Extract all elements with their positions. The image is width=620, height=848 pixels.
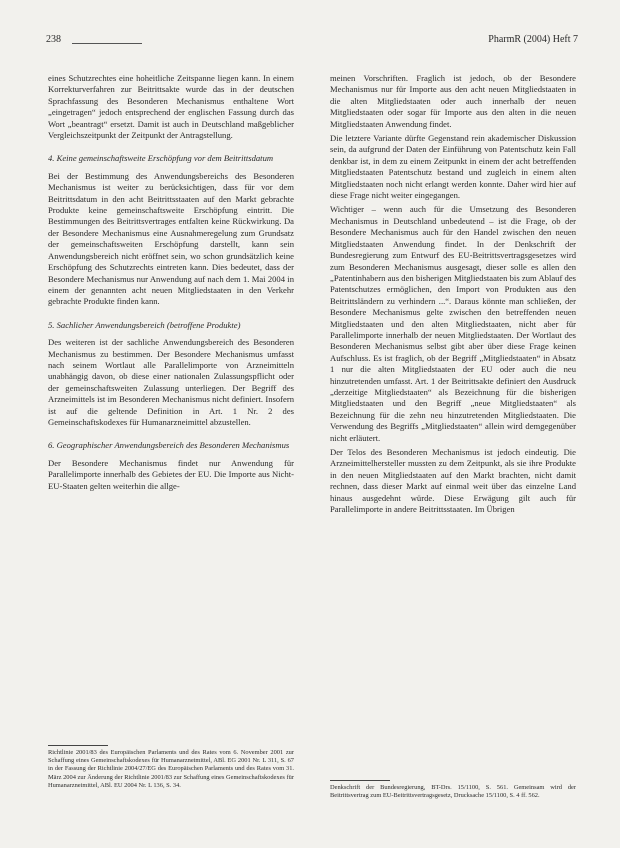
section-heading: 4. Keine gemeinschaftsweite Erschöpfung vor dem Beitrittsdatum <box>48 153 274 164</box>
footnote: Richtlinie 2001/83 des Europäischen Parlaments und des Rates vom 6. November 2001 zur Schaffung eines Gemeinschaftskodexes für Humanarzneimittel, ABl. EG 2001 Nr. L 311, S. 67 in der Fassung der Richtlinie 2004/27/EG des Europäischen Parlaments und des Rates vom 31. März 2004 zur Änderung der Richtlinie 2001/83 zur Schaffung eines Gemeinschaftskodexes für Humanarzneimittel, ABl. EU 2004 Nr. L 136, S. 34. <box>48 749 294 789</box>
footnotes-left <box>48 745 294 790</box>
page-number: 238 <box>46 34 61 45</box>
paragraph: meinen Vorschriften. Fraglich ist jedoch, ob der Besondere Mechanismus nur für Importe aus den acht neuen Mitgliedstaaten in die alten Mitgliedstaaten oder auch innerhalb der neuen Mitgliedstaaten oder sogar für Importe aus den alten in die neuen Mitgliedstaaten Anwendung findet. <box>330 73 576 129</box>
paragraph: Bei der Bestimmung des Anwendungsbereichs des Besonderen Mechanismus ist weiter zu berücksichtigen, dass für vor dem Beitrittsdatum in den acht Beitrittsstaaten auf den Markt gebrachte Produkte keine gemeinschaftsweite Erschöpfung eintritt. Die Bestimmungen des Beitrittsvertrages entfalten keine Rückwirkung. Da der Besondere Mechanismus eine Ausnahmeregelung zum Grundsatz der gemeinschaftsweiten Erschöpfung darstellt, kann sein Anwendungsbereich nicht eröffnet sein, wo schon grundsätzlich keine Erschöpfung des Schutzrechts eintreten kann. Dies bedeutet, dass der Besondere Mechanismus nur Anwendung auf nach dem 1. Mai 2004 in einem der genannten acht neuen Mitgliedstaaten in den Verkehr gebrachte Produkte finden kann. <box>48 170 294 307</box>
paragraph: Die letztere Variante dürfte Gegenstand rein akademischer Diskussion sein, da aufgrund der Daten der Einführung von Patentschutz kein Fall denkbar ist, in dem zu einem Zeitpunkt in einem der acht betreffenden Mitgliedstaaten Patentschutz bestand und zugleich in einem alten Mitgliedstaaten noch nicht erlangt werden konnte. Daher wird hier auf diese Frage nicht weiter eingegangen. <box>330 133 576 201</box>
paragraph: Der Besondere Mechanismus findet nur Anwendung für Parallelimporte innerhalb des Gebietes der EU. Die Importe aus Nicht-EU-Staaten gelten weiterhin die allge- <box>48 457 294 491</box>
page-header <box>46 34 578 48</box>
paragraph: Der Telos des Besonderen Mechanismus ist jedoch eindeutig. Die Arzneimittelhersteller mussten zu dem Zeitpunkt, als sie ihre Produkte in den neuen Mitgliedstaaten auf den Markt brachten, nicht damit rechnen, dass dieser Markt auf einmal weit über das einzelne Land hinaus ausgedehnt würde. Diese Erwägung gilt auch für Parallelimporte in andere Beitrittsstaaten. Im Übrigen <box>330 447 576 515</box>
left-column <box>48 73 294 495</box>
paragraph: Des weiteren ist der sachliche Anwendungsbereich des Besonderen Mechanismus zu bestimmen. Der Besondere Mechanismus umfasst nach seinem Wortlaut alle Parallelimporte von Arzneimitteln unabhängig davon, ob diese einer nationalen Zulassungspflicht oder der gemeinschaftsweiten Zulassung unterliegen. Der Begriff des Arzneimittels ist im Besonderen Mechanismus nicht definiert. Insofern ist auf die geltende Definition in Art. 1 Nr. 2 des Gemeinschaftskodexes für Humanarzneimittel abzustellen. <box>48 337 294 427</box>
footnote-rule <box>48 745 108 746</box>
journal-reference: PharmR (2004) Heft 7 <box>488 34 578 45</box>
footnotes-right <box>330 780 576 800</box>
paragraph: Wichtiger – wenn auch für die Umsetzung des Besonderen Mechanismus in Deutschland unbedeutend – ist die Frage, ob der Besondere Mechanismus auch für den Handel zwischen den neuen Mitgliedstaaten Anwendung findet. In der Denkschrift der Bundesregierung zum Entwurf des EU-Beitrittsvertragsgesetzes wird zum Besonderen Mechanismus ausgesagt, dieser solle es allen den „Patentinhabern aus den bisherigen Mitgliedstaaten bis zum Ablauf des Patentschutzes ermöglichen, den Import von Produkten aus den Beitrittsländern zu verhindern ...“. Daraus könnte man schließen, der Besondere Mechanismus gelte zwischen den betreffenden neuen Mitgliedstaaten und den alten Mitgliedstaaten, nicht aber für Parallelimporte innerhalb der neuen Mitgliedstaaten. Der Wortlaut des Besonderen Mechanismus selbst gibt aber über diese Frage keinen Aufschluss. Es ist fraglich, ob der Begriff „Mitgliedstaaten“ in Absatz 1 nur die alten Mitgliedstaaten der EU oder auch die neu hinzutretenden umfasst. Art. 1 der Beitrittsakte definiert den Ausdruck „derzeitige Mitgliedstaaten“ als Bezeichnung für die bisherigen Mitgliedstaaten und den Begriff „neue Mitgliedstaaten“ als Bezeichnung für die zehn neu hinzutretenden Mitgliedstaaten. Die Verwendung des Begriffs „Mitgliedstaaten“ allein wird demgegenüber nicht erläutert. <box>330 204 576 443</box>
footnote-rule <box>330 780 390 781</box>
header-rule <box>72 43 142 44</box>
section-heading: 6. Geographischer Anwendungsbereich des Besonderen Mechanismus <box>48 440 290 451</box>
footnote: Denkschrift der Bundesregierung, BT-Drs. 15/1100, S. 561. Gemeinsam wird der Beitrittsvertrag zum EU-Beitrittsvertragsgesetz, Drucksache 15/1100, S. 4 ff. 562. <box>330 784 576 800</box>
paragraph: eines Schutzrechtes eine hoheitliche Zeitspanne liegen kann. In einem Korrekturverfahren zur Beitrittsakte wurde das in der deutschen Sprachfassung des Besonderen Mechanismus enthaltene Wort „eingetragen“ jedoch entsprechend der englischen Fassung durch das Wort „beantragt“ ersetzt. Damit ist auch in Deutschland maßgeblicher Vergleichszeitpunkt der Zeitpunkt der Antragstellung. <box>48 73 294 141</box>
section-heading: 5. Sachlicher Anwendungsbereich (betroffene Produkte) <box>48 319 241 330</box>
right-column <box>330 73 576 518</box>
